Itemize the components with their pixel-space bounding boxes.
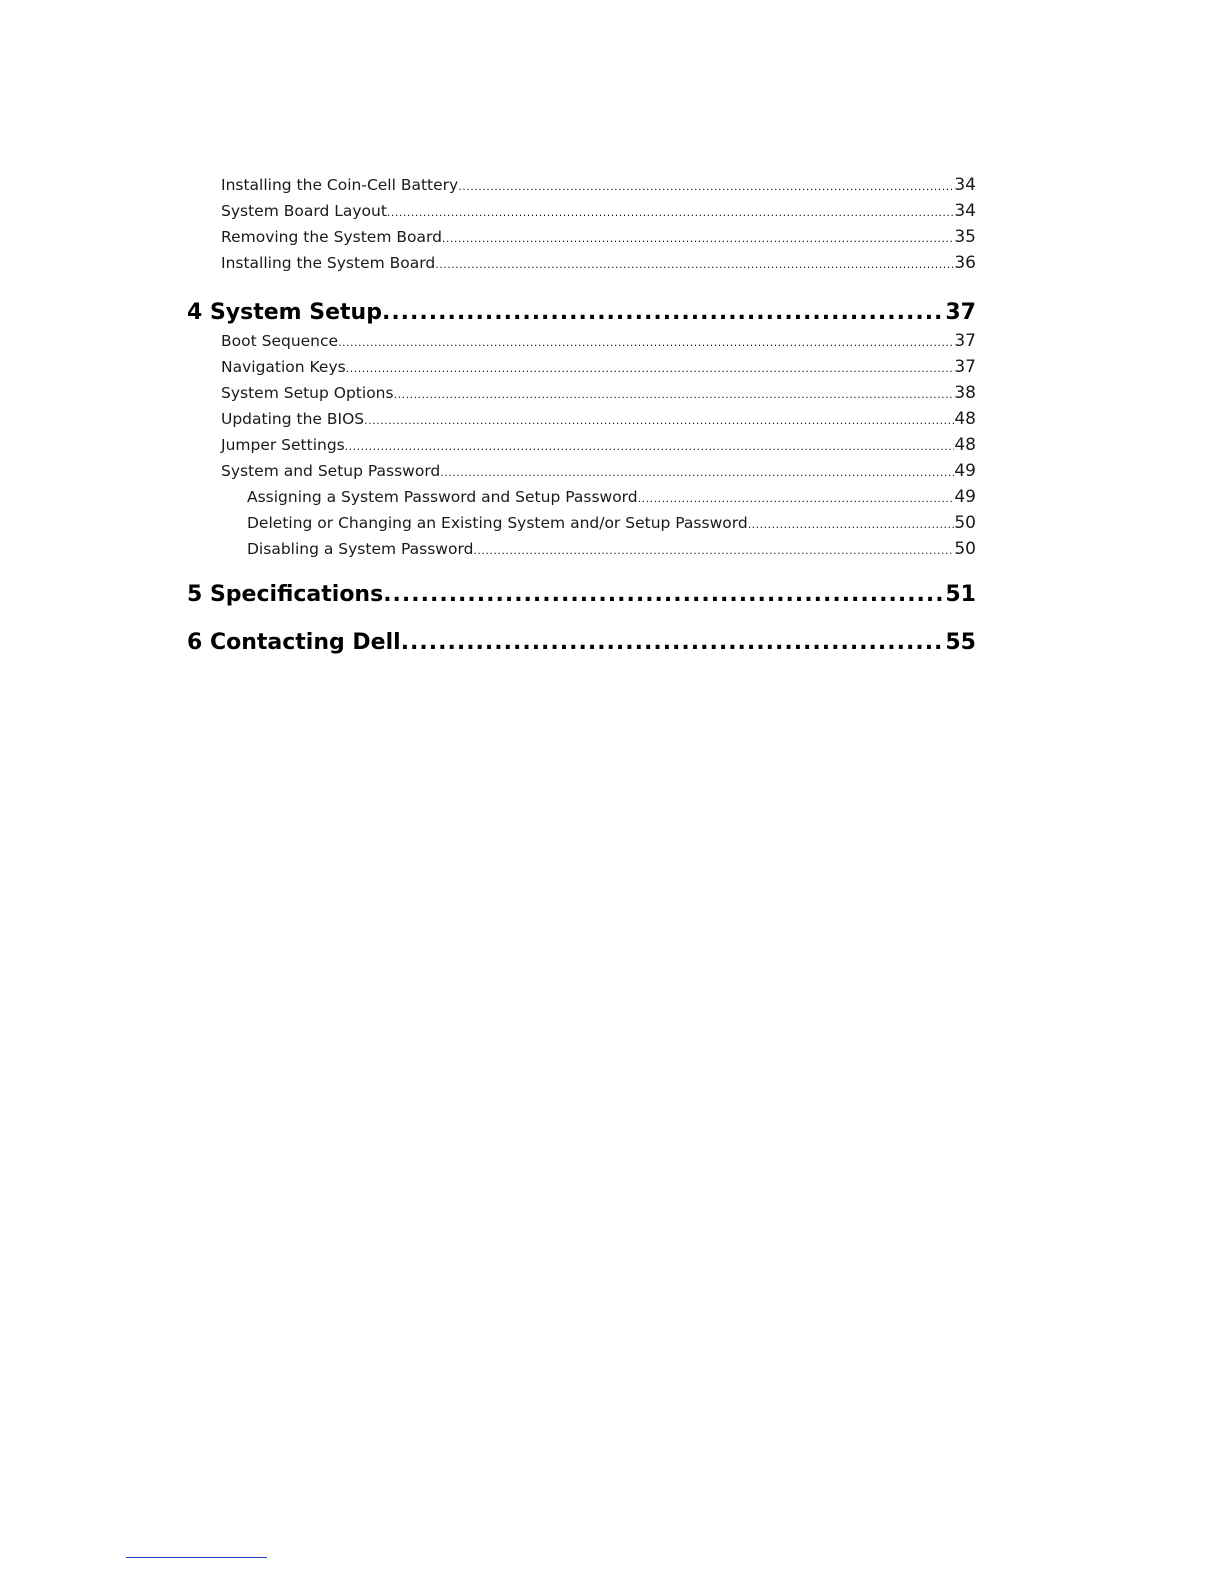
toc-entry-page: 34 [954, 201, 976, 221]
dot-leader [346, 356, 955, 382]
toc-entry-system-board-layout[interactable] [187, 198, 976, 224]
toc-entry-page: 37 [954, 331, 976, 351]
dot-leader [387, 200, 954, 226]
dot-leader [364, 408, 954, 434]
dot-leader [382, 298, 945, 328]
toc-subentry-assigning-password[interactable] [187, 484, 976, 510]
toc-chapter-page: 51 [945, 582, 976, 607]
dot-leader [473, 538, 954, 564]
toc-entry-page: 49 [954, 487, 976, 507]
toc-entry-installing-system-board[interactable] [187, 250, 976, 276]
toc-entry-jumper-settings[interactable] [187, 432, 976, 458]
toc-entry-page: 50 [954, 513, 976, 533]
toc-entry-title: System and Setup Password [221, 462, 441, 480]
toc-entry-title: Installing the Coin-Cell Battery [221, 176, 459, 194]
dot-leader [748, 512, 955, 538]
toc-chapter-title: 4 System Setup [187, 300, 382, 325]
toc-chapter-page: 37 [945, 300, 976, 325]
dot-leader [435, 252, 954, 278]
toc-chapter-page: 55 [945, 630, 976, 655]
toc-entry-page: 35 [954, 227, 976, 247]
toc-entry-title: Disabling a System Password [247, 540, 474, 558]
toc-entry-boot-sequence[interactable] [187, 328, 976, 354]
toc-entry-page: 49 [954, 461, 976, 481]
toc-chapter-contacting-dell[interactable] [187, 628, 976, 658]
dot-leader [442, 226, 954, 252]
toc-entry-system-and-setup-password[interactable] [187, 458, 976, 484]
dot-leader [394, 382, 955, 408]
toc-entry-title: Installing the System Board [221, 254, 436, 272]
toc-subentry-deleting-changing-password[interactable] [187, 510, 976, 536]
toc-entry-title: Jumper Settings [221, 436, 345, 454]
toc-entry-title: Deleting or Changing an Existing System and/or Setup Password [247, 514, 748, 532]
spacer [187, 562, 976, 580]
toc-entry-title: Boot Sequence [221, 332, 339, 350]
toc-entry-page: 48 [954, 435, 976, 455]
dot-leader [401, 628, 946, 658]
toc-entry-page: 37 [954, 357, 976, 377]
toc-entry-navigation-keys[interactable] [187, 354, 976, 380]
toc-entry-updating-bios[interactable] [187, 406, 976, 432]
toc-entry-title: Navigation Keys [221, 358, 346, 376]
dot-leader [338, 330, 954, 356]
spacer [187, 610, 976, 628]
toc-entry-page: 48 [954, 409, 976, 429]
toc-entry-installing-coin-cell-battery[interactable] [187, 172, 976, 198]
toc-chapter-title: 5 Specifications [187, 582, 384, 607]
toc-entry-page: 50 [954, 539, 976, 559]
toc-chapter-system-setup[interactable] [187, 298, 976, 328]
toc-subentry-disabling-password[interactable] [187, 536, 976, 562]
toc-entry-title: Removing the System Board [221, 228, 442, 246]
toc-entry-title: System Setup Options [221, 384, 394, 402]
toc-entry-system-setup-options[interactable] [187, 380, 976, 406]
footer-rule [126, 1557, 267, 1558]
toc-chapter-specifications[interactable] [187, 580, 976, 610]
table-of-contents [187, 172, 976, 658]
toc-entry-page: 36 [954, 253, 976, 273]
toc-chapter-title: 6 Contacting Dell [187, 630, 401, 655]
dot-leader [440, 460, 954, 486]
toc-entry-page: 34 [954, 175, 976, 195]
toc-entry-title: Assigning a System Password and Setup Password [247, 488, 638, 506]
toc-entry-title: System Board Layout [221, 202, 387, 220]
dot-leader [638, 486, 955, 512]
toc-entry-removing-system-board[interactable] [187, 224, 976, 250]
toc-entry-title: Updating the BIOS [221, 410, 365, 428]
dot-leader [345, 434, 955, 460]
dot-leader [383, 580, 945, 610]
dot-leader [458, 174, 954, 200]
toc-entry-page: 38 [954, 383, 976, 403]
spacer [187, 276, 976, 298]
